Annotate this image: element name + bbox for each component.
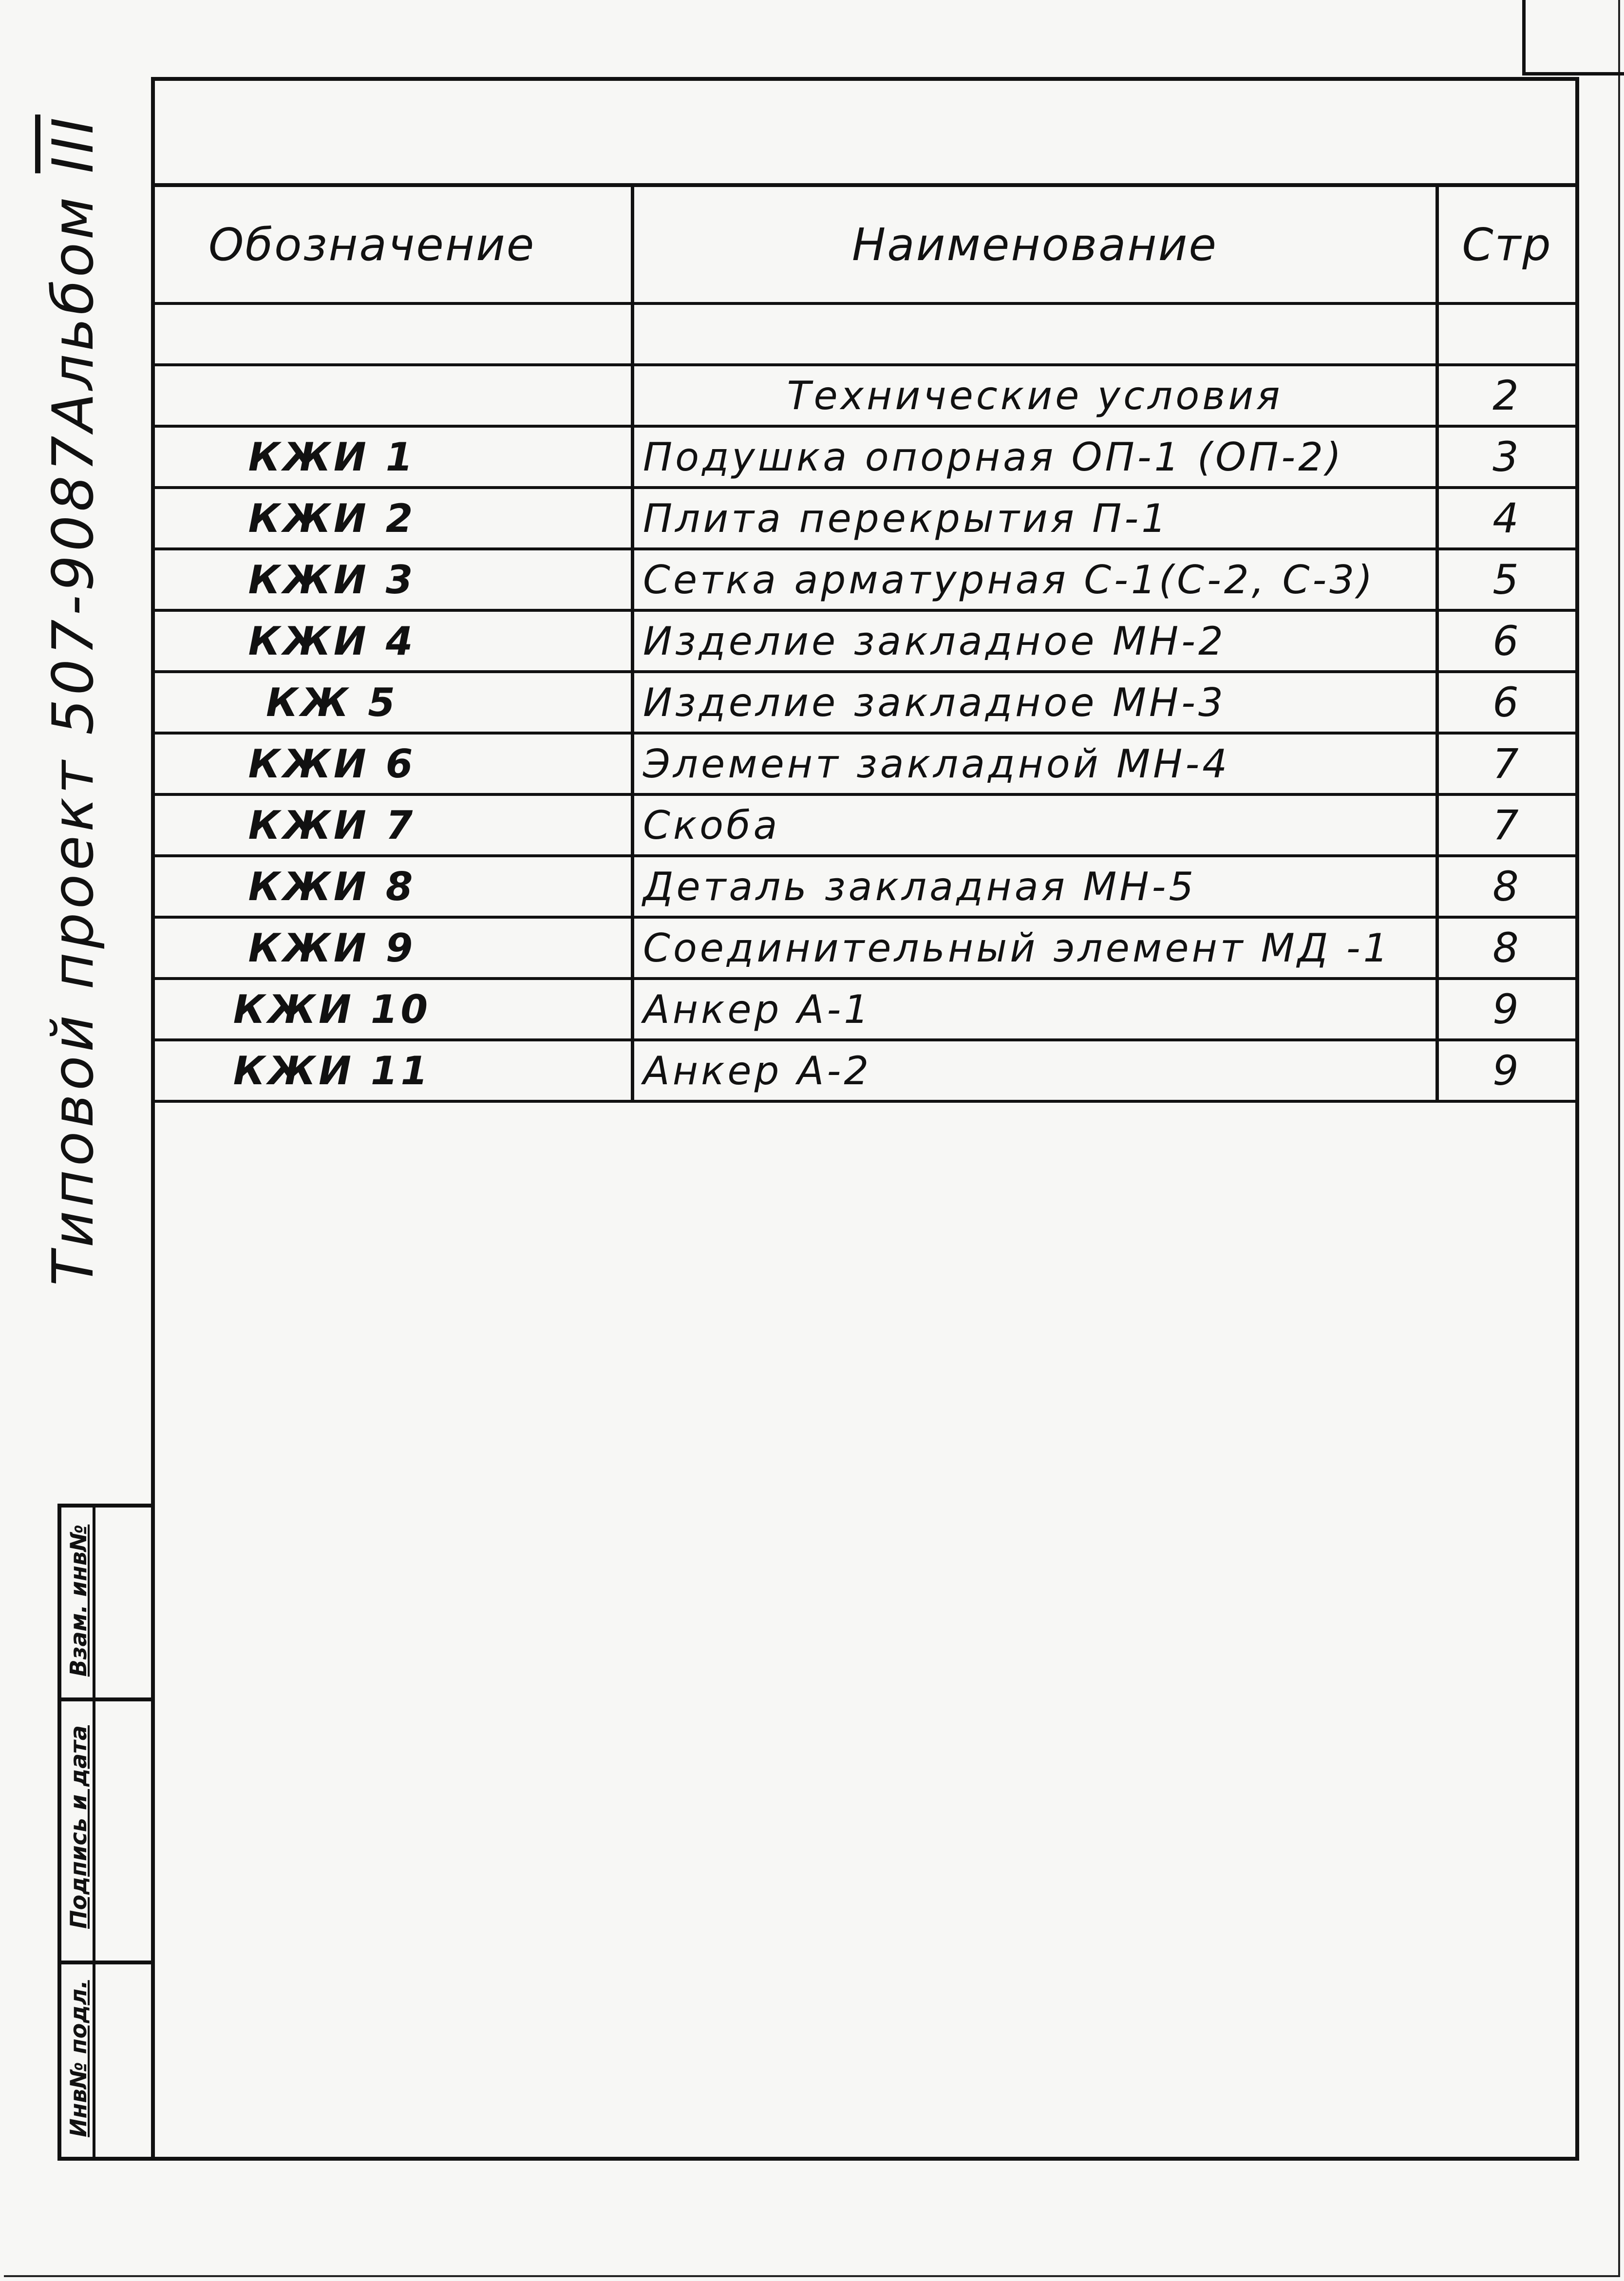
row-designation: КЖИ 1 — [155, 428, 634, 486]
table-row — [155, 550, 1575, 612]
table-row — [155, 366, 1575, 428]
row-name: Плита перекрытия П-1 — [634, 489, 1439, 547]
row-page: 5 — [1492, 556, 1522, 603]
corner-stamp-box — [1522, 0, 1624, 75]
row-page: 3 — [1492, 433, 1522, 481]
row-designation: КЖ 5 — [155, 673, 634, 732]
row-name: Сетка арматурная С-1(С-2, С-3) — [634, 550, 1439, 609]
row-designation — [155, 366, 634, 425]
blank-row — [155, 305, 1575, 366]
row-page: 2 — [1492, 372, 1522, 419]
table-row — [155, 980, 1575, 1041]
row-name: Элемент закладной МН-4 — [634, 735, 1439, 793]
table-header — [155, 183, 1575, 305]
row-name: Изделие закладное МН-2 — [634, 612, 1439, 670]
row-designation: КЖИ 7 — [155, 796, 634, 854]
row-designation: КЖИ 3 — [155, 550, 634, 609]
row-name: Анкер А-1 — [634, 980, 1439, 1038]
row-designation: КЖИ 6 — [155, 735, 634, 793]
row-designation: КЖИ 10 — [155, 980, 634, 1038]
row-page: 4 — [1492, 494, 1522, 542]
row-page: 6 — [1492, 679, 1522, 726]
row-page: 6 — [1492, 617, 1522, 665]
row-page: 8 — [1492, 863, 1522, 910]
table-row — [155, 857, 1575, 919]
album-label — [40, 114, 106, 432]
row-name: Анкер А-2 — [634, 1041, 1439, 1100]
table-row — [155, 489, 1575, 550]
table-row — [155, 735, 1575, 796]
project-title: Типовой проект 507-9087 — [40, 432, 106, 1286]
table-row — [155, 428, 1575, 489]
row-name: Изделие закладное МН-3 — [634, 673, 1439, 732]
row-designation: КЖИ 4 — [155, 612, 634, 670]
table-row — [155, 673, 1575, 735]
row-name: Скоба — [634, 796, 1439, 854]
album-word: Альбом — [40, 194, 106, 432]
row-designation: КЖИ 8 — [155, 857, 634, 916]
row-page: 8 — [1492, 924, 1522, 972]
row-designation: КЖИ 11 — [155, 1041, 634, 1100]
header-name: Наименование — [634, 187, 1439, 302]
row-name: Подушка опорная ОП-1 (ОП-2) — [634, 428, 1439, 486]
drawing-frame — [151, 77, 1579, 2161]
header-page: Стр — [1462, 218, 1552, 271]
row-page: 7 — [1492, 740, 1522, 788]
stamp-signature-date: Подпись и дата — [65, 1725, 92, 1929]
row-designation: КЖИ 9 — [155, 919, 634, 977]
row-page: 9 — [1492, 985, 1522, 1033]
album-number: $\overline{III}$ — [40, 114, 106, 173]
table-row — [155, 796, 1575, 857]
side-caption — [15, 114, 132, 1286]
table-row — [155, 1041, 1575, 1103]
row-name: Деталь закладная МН-5 — [634, 857, 1439, 916]
table-row — [155, 919, 1575, 980]
row-name: Технические условия — [634, 366, 1439, 425]
row-designation: КЖИ 2 — [155, 489, 634, 547]
stamp-original-inv: Инв№ подл. — [65, 1980, 92, 2137]
contents-table — [155, 183, 1575, 1103]
table-row — [155, 612, 1575, 673]
row-name: Соединительный элемент МД -1 — [634, 919, 1439, 977]
header-designation: Обозначение — [155, 187, 634, 302]
stamp-replaced-inv: Взам. инв№ — [65, 1524, 92, 1677]
row-page: 7 — [1492, 801, 1522, 849]
approval-stamp — [57, 1504, 151, 2161]
row-page: 9 — [1492, 1047, 1522, 1094]
